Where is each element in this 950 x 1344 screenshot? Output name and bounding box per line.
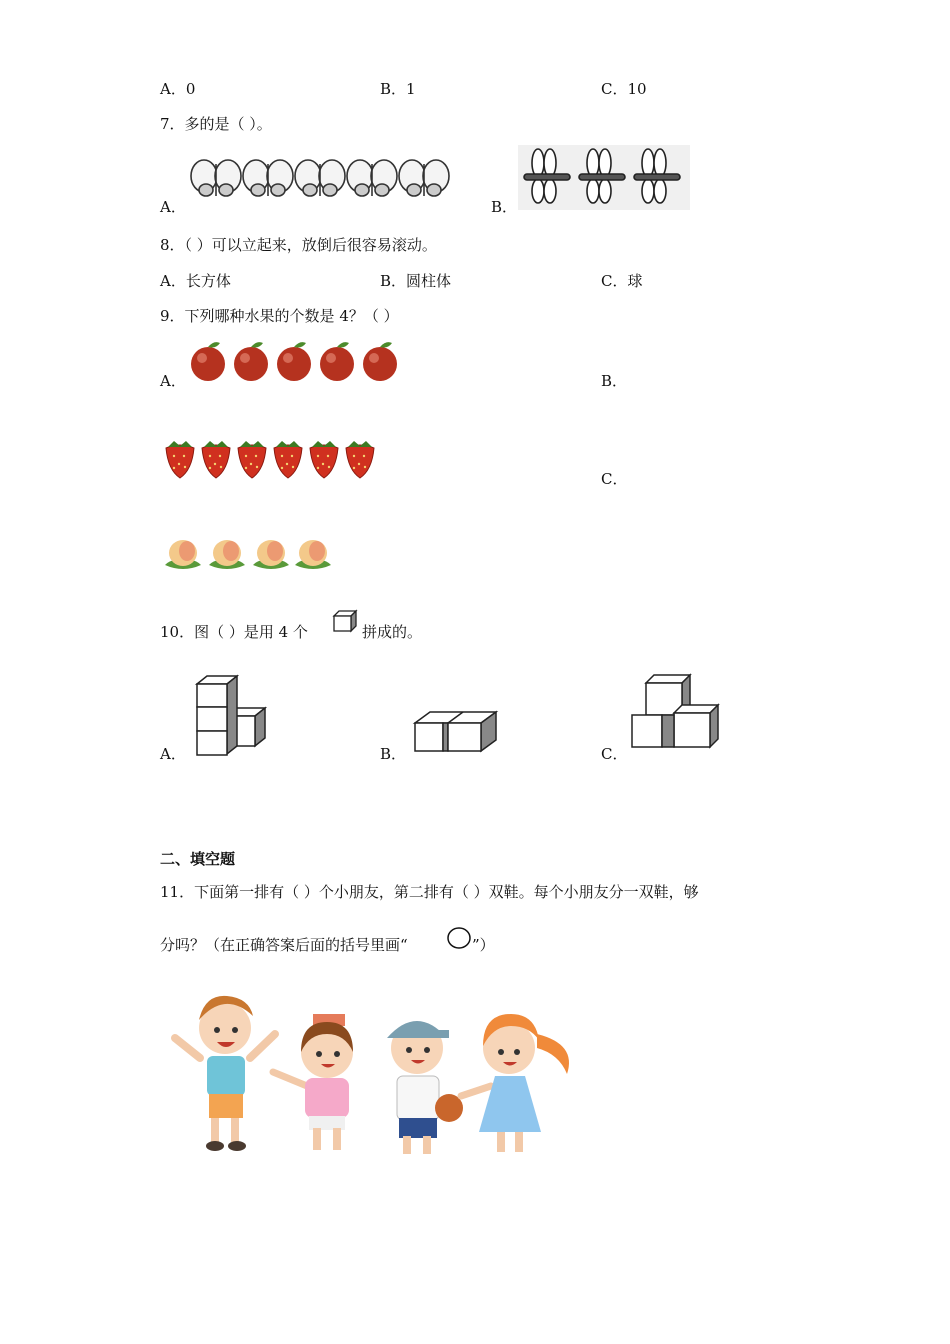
cube-stack-a [195, 675, 267, 759]
q6-option-a: A．0 [160, 80, 196, 98]
q10-stem-pre: 10．图（ ）是用 4 个 [160, 623, 308, 641]
boy-with-basketball-figure [387, 1021, 463, 1154]
q9-option-a: A． [160, 372, 186, 390]
q6-option-b: B．1 [380, 80, 416, 98]
q10-option-c: C． [601, 745, 628, 763]
q11-line2-pre: 分吗？（在正确答案后面的括号里画“ [160, 936, 408, 954]
q7-option-a: A． [160, 198, 186, 216]
q9-option-c: C． [601, 470, 628, 488]
apple-icon-group [190, 340, 400, 385]
cube-icon [332, 609, 358, 633]
q8-option-c: C．球 [601, 272, 643, 290]
q10-stem-post: 拼成的。 [362, 623, 423, 641]
q10-option-a: A． [160, 745, 186, 763]
girl-with-ponytail-figure [461, 1014, 569, 1152]
cube-stack-b [413, 708, 499, 754]
section-title: 二、填空题 [160, 850, 236, 868]
peach-icon-group [163, 535, 335, 571]
boy-cheering-figure [175, 996, 275, 1151]
q9-stem: 9．下列哪种水果的个数是 4？（ ） [160, 307, 399, 325]
q7-stem: 7．多的是（ ）。 [160, 115, 272, 133]
q8-option-b: B．圆柱体 [380, 272, 452, 290]
q8-stem: 8．（ ）可以立起来，放倒后很容易滚动。 [160, 236, 437, 254]
q11-line1: 11．下面第一排有（ ）个小朋友，第二排有（ ）双鞋。每个小朋友分一双鞋，够 [160, 883, 699, 901]
circle-icon [446, 926, 472, 950]
q6-option-c: C．10 [601, 80, 647, 98]
children-illustration [165, 990, 605, 1162]
q11-line2-post: ”） [472, 936, 495, 954]
q7-option-b: B． [491, 198, 518, 216]
q10-option-b: B． [380, 745, 407, 763]
q8-option-a: A．长方体 [160, 272, 231, 290]
girl-with-books-figure [273, 1014, 353, 1150]
q9-option-b: B． [601, 372, 628, 390]
butterfly-icon-group [190, 150, 455, 210]
cube-stack-c [630, 673, 722, 751]
dragonfly-icon-group [518, 145, 690, 210]
strawberry-icon-group [162, 438, 384, 480]
